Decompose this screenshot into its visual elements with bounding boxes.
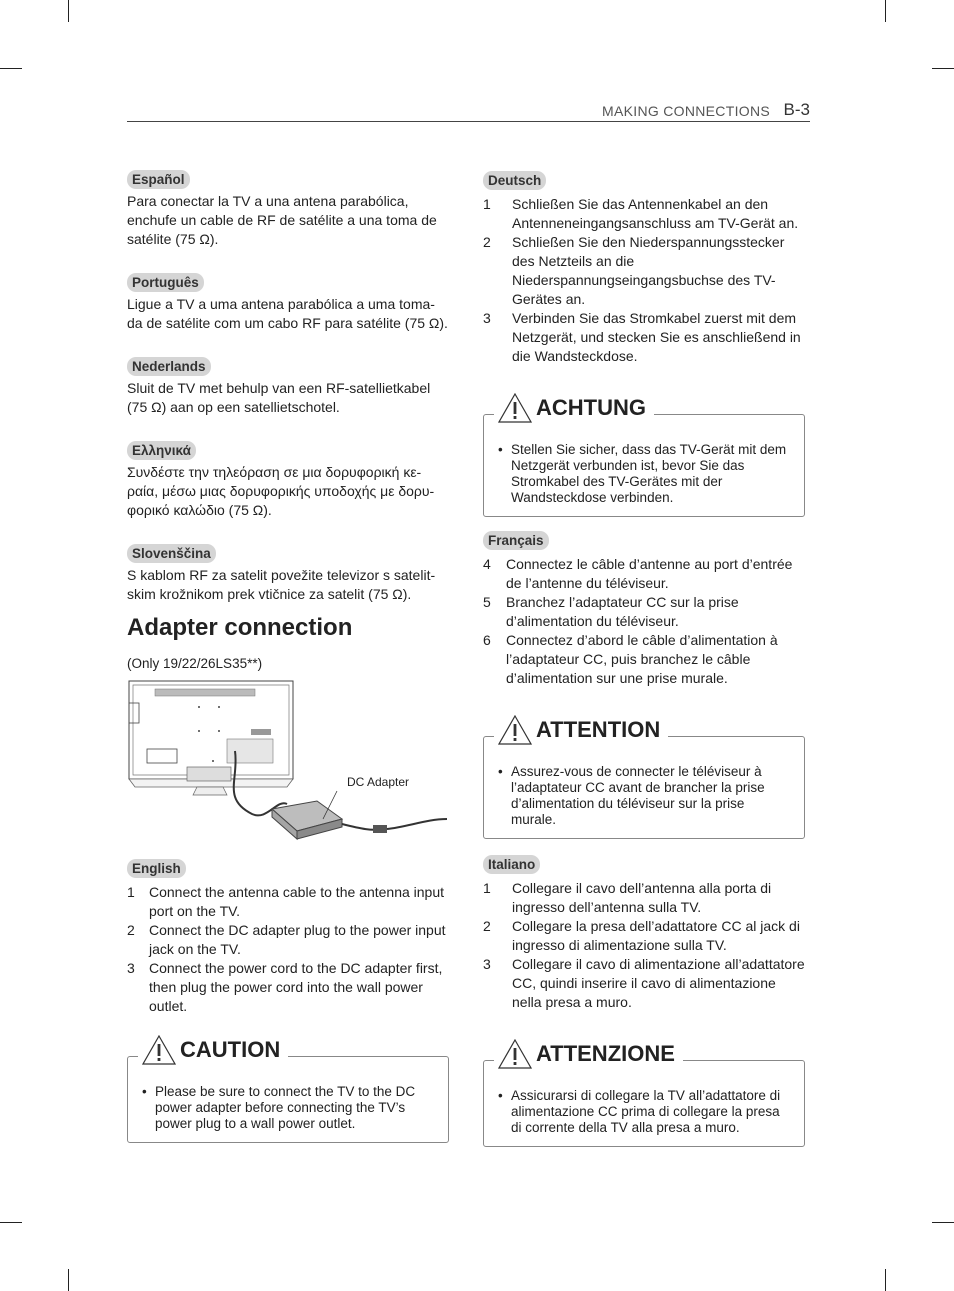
step-number: 1 bbox=[127, 884, 135, 900]
step-text: Connectez le câble d’antenne au port d’entrée de l’antenne du téléviseur. bbox=[506, 556, 793, 591]
step-number: 3 bbox=[483, 310, 491, 326]
crop-mark bbox=[0, 1222, 22, 1223]
caution-list bbox=[141, 1084, 436, 1132]
lang-block-el bbox=[127, 441, 449, 520]
lang-block-pt bbox=[127, 273, 449, 333]
achtung-list bbox=[497, 442, 792, 506]
attention-title bbox=[494, 715, 668, 745]
steps-list bbox=[483, 879, 805, 1012]
lang-label: Français bbox=[483, 531, 549, 550]
step-item bbox=[483, 555, 805, 593]
achtung-heading: ACHTUNG bbox=[536, 395, 646, 420]
step-item bbox=[483, 593, 805, 631]
step-text: Schließen Sie das Antennenkabel an den Antenneneingangsanschluss am TV-Gerät an. bbox=[512, 196, 799, 231]
right-column bbox=[483, 171, 805, 1147]
crop-mark bbox=[885, 1269, 886, 1291]
lang-text: Para conectar la TV a una antena parabólica, enchufe un cable de RF de satélite a una toma de satélite (75 Ω). bbox=[127, 193, 437, 247]
lang-text: S kablom RF za satelit povežite televizor s satelit-skim krožnikom prek vtičnice za satelit (75 Ω). bbox=[127, 567, 436, 602]
attenzione-title bbox=[494, 1039, 683, 1069]
lang-text: Ligue a TV a uma antena parabólica a uma toma-da de satélite com um cabo RF para satélite (75 Ω). bbox=[127, 296, 448, 331]
lang-label: Español bbox=[127, 170, 190, 189]
adapter-diagram bbox=[127, 679, 449, 849]
step-item bbox=[483, 917, 805, 955]
step-number: 6 bbox=[483, 632, 491, 648]
warning-icon bbox=[498, 715, 532, 745]
lang-block-nl bbox=[127, 357, 449, 417]
lang-label: Ελληνικά bbox=[127, 441, 196, 460]
caution-box bbox=[127, 1037, 449, 1143]
lang-label: English bbox=[127, 859, 186, 878]
steps-list bbox=[483, 195, 805, 366]
lang-block-sl bbox=[127, 544, 449, 604]
caution-text: • Please be sure to connect the TV to the DC power adapter before connecting the TV’s power plug to a wall power outlet. bbox=[141, 1084, 436, 1132]
step-number: 1 bbox=[483, 196, 491, 212]
warning-icon bbox=[142, 1035, 176, 1065]
step-item bbox=[483, 195, 805, 233]
lang-label: Deutsch bbox=[483, 171, 546, 190]
step-item bbox=[127, 883, 449, 921]
achtung-text: • Stellen Sie sicher, dass das TV-Gerät mit dem Netzgerät verbunden ist, bevor Sie das Stromkabel des TV-Gerätes mit der Wandsteckdose verbinden. bbox=[497, 442, 792, 506]
step-item bbox=[127, 921, 449, 959]
crop-mark bbox=[885, 0, 886, 22]
lang-block-de bbox=[483, 171, 805, 366]
attenzione-heading: ATTENZIONE bbox=[536, 1041, 675, 1066]
lang-block-es bbox=[127, 170, 449, 249]
page-header bbox=[127, 100, 810, 122]
step-number: 4 bbox=[483, 556, 491, 572]
lang-block-fr bbox=[483, 531, 805, 688]
attenzione-list bbox=[497, 1088, 792, 1136]
step-number: 5 bbox=[483, 594, 491, 610]
tv-adapter-illustration bbox=[127, 679, 449, 849]
caution-title bbox=[138, 1035, 288, 1065]
step-text: Verbinden Sie das Stromkabel zuerst mit dem Netzgerät, und stecken Sie es anschließend in die Wandsteckdose. bbox=[512, 310, 801, 364]
step-item bbox=[483, 631, 805, 688]
left-column bbox=[127, 170, 449, 1143]
step-text: Connect the power cord to the DC adapter first, then plug the power cord into the wall power outlet. bbox=[149, 960, 443, 1014]
step-number: 2 bbox=[127, 922, 135, 938]
step-number: 3 bbox=[483, 956, 491, 972]
step-item bbox=[483, 879, 805, 917]
step-item bbox=[483, 309, 805, 366]
page-number: B-3 bbox=[783, 100, 810, 119]
step-text: Connect the DC adapter plug to the power input jack on the TV. bbox=[149, 922, 446, 957]
lang-label: Italiano bbox=[483, 855, 540, 874]
crop-mark bbox=[932, 1222, 954, 1223]
step-text: Schließen Sie den Niederspannungsstecker des Netzteils an die Niederspannungseingangsbuchse des TV-Gerätes an. bbox=[512, 234, 785, 307]
step-number: 2 bbox=[483, 234, 491, 250]
lang-text: Sluit de TV met behulp van een RF-satellietkabel (75 Ω) aan op een satellietschotel. bbox=[127, 380, 431, 415]
step-text: Collegare il cavo dell’antenna alla porta di ingresso dell’antenna sulla TV. bbox=[512, 880, 772, 915]
dc-adapter-label: DC Adapter bbox=[347, 775, 410, 789]
attention-list bbox=[497, 764, 792, 828]
attention-text: • Assurez-vous de connecter le téléviseur à l’adaptateur CC avant de brancher la prise d’alimentation du téléviseur sur la prise murale. bbox=[497, 764, 792, 828]
steps-list bbox=[483, 555, 805, 688]
warning-icon bbox=[498, 393, 532, 423]
lang-text: Συνδέστε την τηλεόραση σε μια δορυφορική κε-ραία, μέσω μιας δορυφορικής υποδοχής με δορυ-φορικό καλώδιο (75 Ω). bbox=[127, 464, 435, 518]
crop-mark bbox=[68, 0, 69, 22]
model-note: (Only 19/22/26LS35**) bbox=[127, 656, 263, 671]
step-text: Connectez d’abord le câble d’alimentation à l’adaptateur CC, puis branchez le câble d’alimentation sur une prise murale. bbox=[506, 632, 778, 686]
step-text: Connect the antenna cable to the antenna input port on the TV. bbox=[149, 884, 445, 919]
crop-mark bbox=[0, 68, 22, 69]
step-item bbox=[483, 955, 805, 1012]
step-number: 1 bbox=[483, 880, 491, 896]
lang-label: Português bbox=[127, 273, 204, 292]
lang-label: Slovenščina bbox=[127, 544, 216, 563]
section-heading: Adapter connection bbox=[127, 614, 353, 641]
lang-block-en bbox=[127, 859, 449, 1016]
attention-heading: ATTENTION bbox=[536, 717, 661, 742]
step-number: 3 bbox=[127, 960, 135, 976]
achtung-box bbox=[483, 395, 805, 517]
step-text: Collegare il cavo di alimentazione all’adattatore CC, quindi inserire il cavo di alimentazione nella presa a muro. bbox=[512, 956, 805, 1010]
step-text: Branchez l’adaptateur CC sur la prise d’alimentation du téléviseur. bbox=[506, 594, 739, 629]
step-item bbox=[483, 233, 805, 309]
lang-block-it bbox=[483, 855, 805, 1012]
lang-label: Nederlands bbox=[127, 357, 211, 376]
step-number: 2 bbox=[483, 918, 491, 934]
steps-list bbox=[127, 883, 449, 1016]
crop-mark bbox=[932, 68, 954, 69]
crop-mark bbox=[68, 1269, 69, 1291]
warning-icon bbox=[498, 1039, 532, 1069]
section-title: MAKING CONNECTIONS bbox=[602, 103, 770, 119]
achtung-title bbox=[494, 393, 654, 423]
caution-heading: CAUTION bbox=[180, 1037, 281, 1062]
step-text: Collegare la presa dell’adattatore CC al jack di ingresso di alimentazione sulla TV. bbox=[512, 918, 800, 953]
attenzione-text: • Assicurarsi di collegare la TV all’adattatore di alimentazione CC prima di collegare la presa di corrente della TV alla presa a muro. bbox=[497, 1088, 792, 1136]
attention-box bbox=[483, 717, 805, 839]
step-item bbox=[127, 959, 449, 1016]
attenzione-box bbox=[483, 1041, 805, 1147]
